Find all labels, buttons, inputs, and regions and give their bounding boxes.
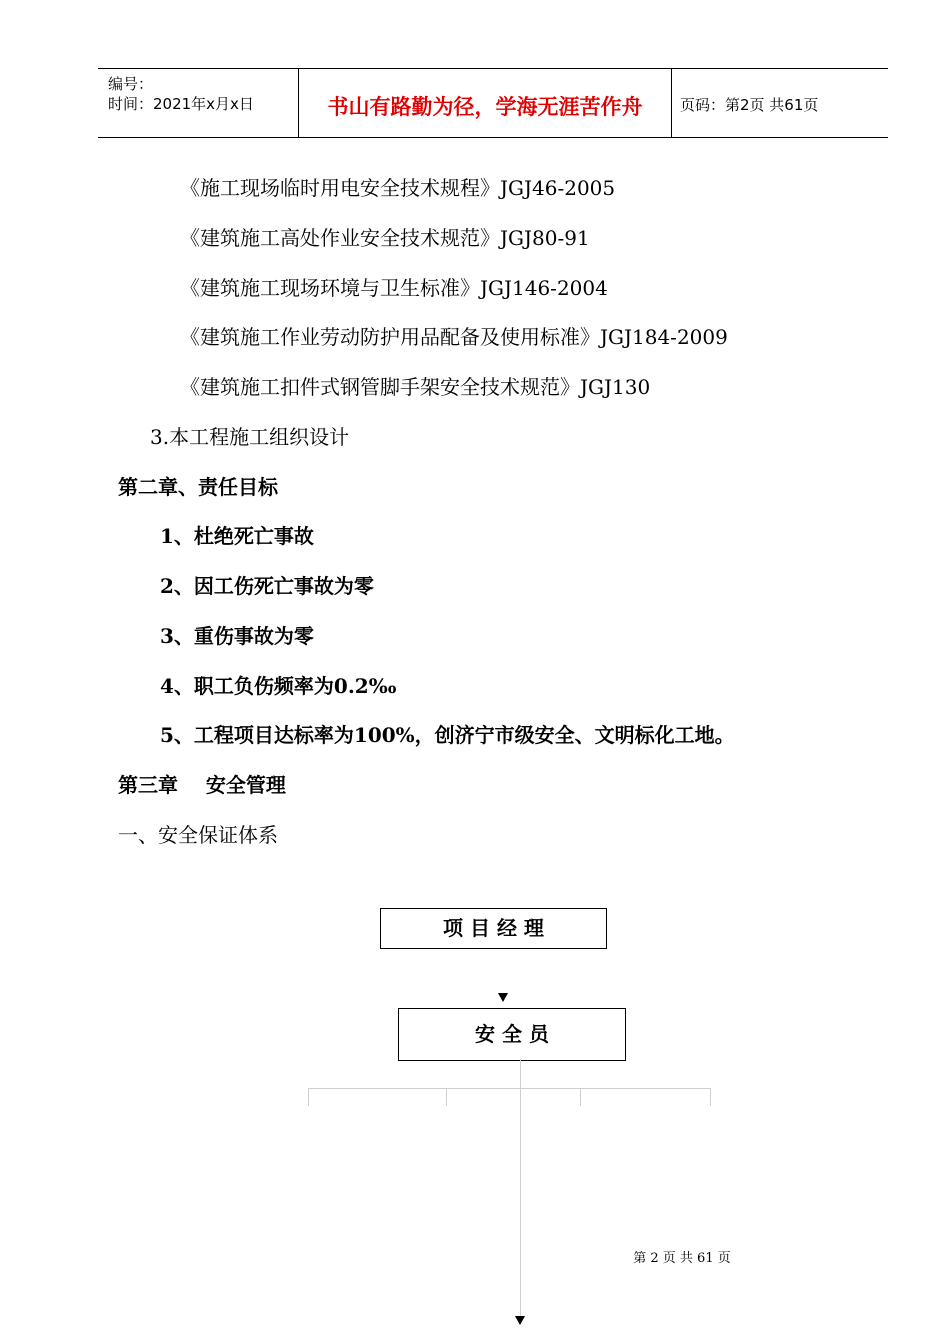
- reference-item: 《建筑施工现场环境与卫生标准》JGJ146-2004: [180, 276, 608, 300]
- chapter-2-title: 第二章、责任目标: [118, 475, 278, 499]
- goal-item: 4、职工负伤频率为0.2‰: [160, 674, 397, 698]
- safety-officer-box: 安 全 员: [398, 1008, 626, 1061]
- goal-item: 3、重伤事故为零: [160, 624, 314, 648]
- section-1-title: 一、安全保证体系: [118, 823, 278, 847]
- page-footer: [0, 1247, 950, 1266]
- branch-tick: [446, 1088, 447, 1106]
- branch-line: [308, 1088, 710, 1089]
- branch-tick: [710, 1088, 711, 1106]
- goal-item: 2、因工伤死亡事故为零: [160, 574, 374, 598]
- page-header: [98, 68, 888, 138]
- arrow-down-icon: [515, 1316, 525, 1325]
- reference-item: 《建筑施工高处作业安全技术规范》JGJ80-91: [180, 226, 590, 250]
- header-slogan-cell: [299, 69, 672, 137]
- footer-page-number: 第 2 页 共 61 页: [633, 1251, 731, 1266]
- goal-item: 5、工程项目达标率为100%，创济宁市级安全、文明标化工地。: [160, 723, 735, 747]
- page-info: 页码：第2页 共61页: [680, 96, 819, 114]
- header-slogan: 书山有路勤为径，学海无涯苦作舟: [327, 94, 643, 119]
- goal-item: 1、杜绝死亡事故: [160, 524, 314, 548]
- reference-item: 《施工现场临时用电安全技术规程》JGJ46-2005: [180, 176, 616, 200]
- branch-tick: [580, 1088, 581, 1106]
- header-right-cell: [672, 69, 888, 137]
- time-label: 时间：2021年x月x日: [108, 95, 254, 113]
- project-manager-box: 项 目 经 理: [380, 908, 607, 949]
- branch-tick: [308, 1088, 309, 1106]
- chapter-3-title: 第三章 安全管理: [118, 773, 286, 797]
- reference-item: 《建筑施工作业劳动防护用品配备及使用标准》JGJ184-2009: [180, 325, 728, 349]
- item-3: 3.本工程施工组织设计: [150, 425, 350, 449]
- vertical-connector: [520, 1059, 521, 1316]
- header-left-cell: [98, 69, 299, 137]
- arrow-down-icon: [498, 993, 508, 1002]
- number-label: 编号：: [108, 75, 154, 93]
- reference-item: 《建筑施工扣件式钢管脚手架安全技术规范》JGJ130: [180, 375, 651, 399]
